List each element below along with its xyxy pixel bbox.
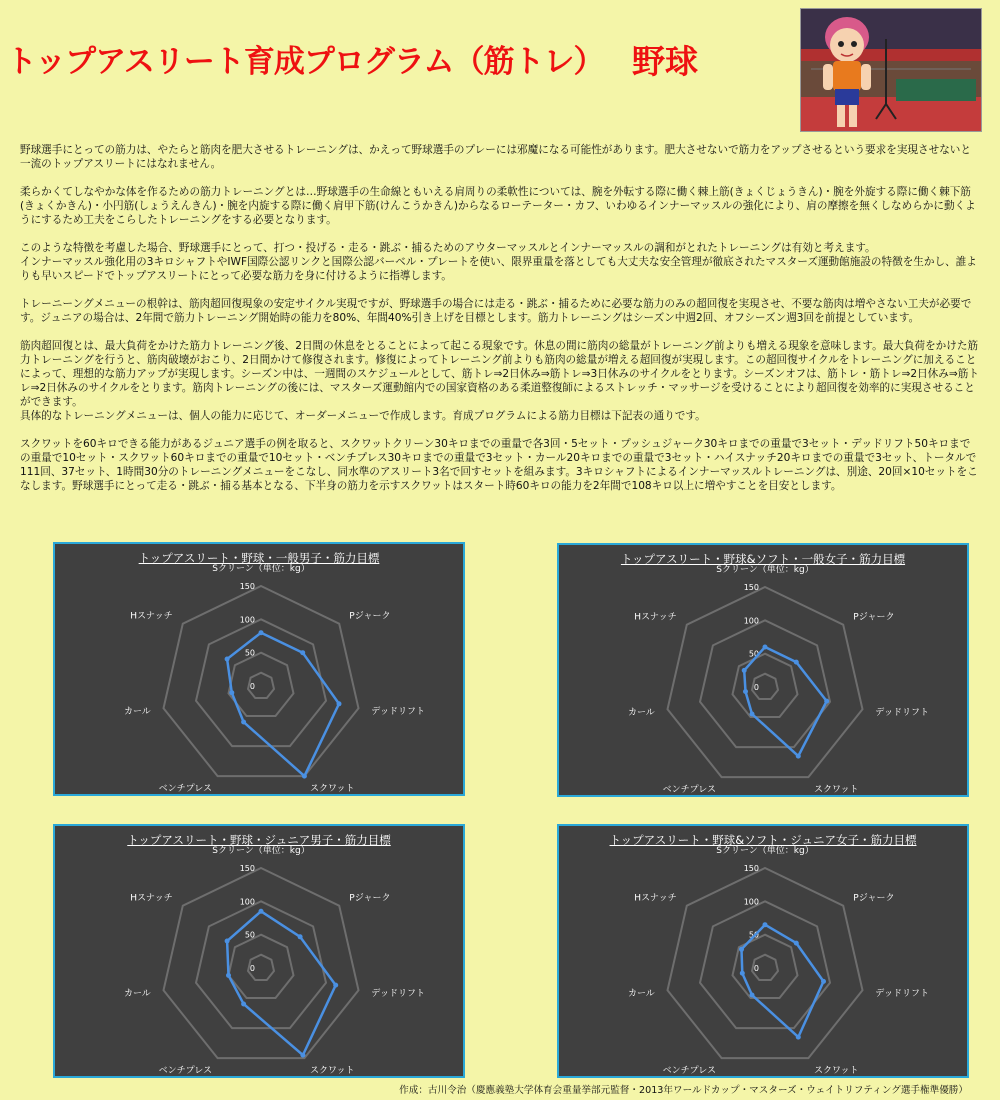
axis-label: ベンチプレス	[662, 784, 716, 795]
axis-label: カール	[123, 707, 151, 718]
tick-label: 150	[743, 864, 759, 873]
tick-label: 50	[244, 648, 255, 658]
grid-ring	[196, 619, 326, 746]
tick-label: 150	[743, 583, 759, 592]
tick-label: 100	[743, 616, 759, 626]
axis-label: デッドリフト	[875, 708, 930, 719]
data-point	[824, 699, 829, 704]
data-point	[740, 971, 745, 976]
axis-label: ベンチプレス	[158, 783, 212, 794]
radar-chart-svg	[559, 545, 971, 799]
data-point	[225, 939, 230, 944]
data-point	[241, 720, 246, 725]
intro-paragraph-3a: このような特徴を考慮した場合、野球選手にとって、打つ・投げる・走る・跳ぶ・捕るためのアウターマッスルとインナーマッスルの調和がとれたトレーニングは有効と考えます。	[20, 242, 876, 254]
chart-title: トップアスリート・野球&ソフト・一般女子・筋力目標	[620, 552, 906, 566]
tick-label: 0	[249, 964, 255, 973]
data-point	[750, 993, 755, 998]
axis-label: カール	[123, 989, 151, 1000]
intro-paragraph-3b: インナーマッスル強化用の3キロシャフトやIWF国際公認リンクと国際公認バーベル・プレートを使い、限界重量を落としても大丈夫な安全管理が徹底されたマスターズ運動館施設の特徴を生かし、誰よりも早いスピードでトップアスリートにとって必要な筋力を身に付けるように指導します。	[20, 256, 977, 282]
chart-general-male	[53, 542, 465, 796]
tick-label: 50	[244, 930, 255, 940]
tick-label: 0	[753, 964, 759, 973]
axis-label: Pジャーク	[349, 611, 391, 622]
tick-label: 150	[239, 582, 255, 591]
tick-label: 0	[249, 682, 255, 691]
grid-ring	[733, 654, 798, 717]
page-title: トップアスリート育成プログラム（筋トレ）	[6, 44, 604, 80]
tick-label: 50	[748, 930, 759, 940]
chart-general-female	[557, 543, 969, 797]
axis-label: Hスナッチ	[634, 893, 677, 904]
tick-label: 100	[239, 615, 255, 625]
axis-label: Pジャーク	[853, 893, 895, 904]
data-point	[796, 1035, 801, 1040]
data-point	[794, 660, 799, 665]
axis-label: ベンチプレス	[158, 1065, 212, 1076]
data-point	[821, 979, 826, 984]
athlete-illustration-drawing	[801, 9, 981, 131]
axis-label: Hスナッチ	[130, 611, 173, 622]
intro-paragraph-5a: 筋肉超回復とは、最大負荷をかけた筋力トレーニング後、2日間の休息をとることによって起こる現象です。休息の間に筋肉の総量がトレーニング前よりも増える現象を意味します。最大負荷をかけた筋力トレーニングを行うと、筋肉破壊がおこり、2日間かけて修復されます。修復によってトレーニング前よりも筋肉の総量が増える超回復が実現します。この超回復サイクルをトレーニングに加えることによって、理想的な筋力アップが実現します。シーズン中は、一週間のスケジュールとして、筋トレ⇒2日休み⇒筋トレ⇒3日休みのサイクルをとります。シーズンオフは、筋トレ・筋トレ⇒2日休み⇒筋トレ⇒2日休みのサイクルをとります。筋肉トレーニングの後には、マスターズ運動館内での国家資格のある柔道整復師によるストレッチ・マッサージを受けることにより超回復を効率的に実現させることができます。	[20, 340, 979, 408]
chart-junior-female	[557, 824, 969, 1078]
data-point	[259, 909, 264, 914]
axis-label: Sクリーン（単位：kg）	[716, 565, 814, 575]
radar-chart-svg	[55, 826, 467, 1080]
grid-ring	[164, 586, 359, 776]
intro-paragraph-1: 野球選手にとっての筋力は、やたらと筋肉を肥大させるトレーニングは、かえって野球選手のプレーには邪魔になる可能性があります。肥大させないで筋力をアップさせるという要求を実現させないと一流のトップアスリートにはなれません。	[20, 144, 971, 170]
chart-title: トップアスリート・野球&ソフト・ジュニア女子・筋力目標	[609, 833, 917, 847]
grid-ring	[668, 868, 863, 1058]
axis-label: スクワット	[814, 784, 859, 795]
data-point	[300, 1053, 305, 1058]
axis-label: Sクリーン（単位：kg）	[716, 846, 814, 856]
header	[0, 0, 1000, 140]
radar-chart-svg	[55, 544, 467, 798]
data-point	[750, 712, 755, 717]
intro-paragraph-2: 柔らかくてしなやかな体を作るための筋力トレーニングとは…野球選手の生命線ともいえる肩周りの柔軟性については、腕を外転する際に働く棘上筋(きょくじょうきん)・腕を外旋する際に働く棘下筋(きょくかきん)・小円筋(しょうえんきん)・腕を内旋する際に働く肩甲下筋(けんこうかきん)からなるローテーター・カフ、いわゆるインナーマッスルの強化により、肩の摩擦を無くしなめらかに動くようにするため工夫をこらしたトレーニングをする必要となります。	[20, 186, 976, 226]
grid-ring	[668, 587, 863, 777]
data-point	[302, 774, 307, 779]
data-point	[743, 689, 748, 694]
data-point	[259, 630, 264, 635]
axis-label: スクワット	[310, 1065, 355, 1076]
data-point	[739, 947, 744, 952]
axis-label: デッドリフト	[875, 989, 930, 1000]
data-point	[225, 657, 230, 662]
data-point	[241, 1002, 246, 1007]
axis-label: Sクリーン（単位：kg）	[212, 564, 310, 574]
intro-paragraph-5b: 具体的なトレーニングメニューは、個人の能力に応じて、オーダーメニューで作成します。育成プログラムによる筋力目標は下記表の通りです。	[20, 410, 706, 422]
axis-label: デッドリフト	[371, 707, 426, 718]
grid-ring	[700, 620, 830, 747]
data-point	[796, 754, 801, 759]
intro-paragraph-6: スクワットを60キロできる能力があるジュニア選手の例を取ると、スクワットクリーン30キロまでの重量で各3回・5セット・プッシュジャーク30キロまでの重量で3セット・デッドリフト50キロまでの重量で10セット・スクワット60キロまでの重量で10セット・ベンチプレス30キロまでの重量で3セット・カール20キロまでの重量で3セット・ハイスナッチ20キロまでの重量で3セット、トータルで111回、37セット、1時間30分のトレーニングメニューをこなし、同水準のアスリート3名で回すセットを組みます。3キロシャフトによるインナーマッスルトレーニングは、別途、20回×10セットをこなします。野球選手にとって走る・跳ぶ・捕る基本となる、下半身の筋力を示すスクワットはスタート時60キロの能力を2年間で108キロ以上に増やすことを目安とします。	[20, 438, 978, 492]
tick-label: 150	[239, 864, 255, 873]
data-point	[742, 668, 747, 673]
data-point	[337, 701, 342, 706]
sport-title: 野球	[632, 42, 698, 81]
grid-ring	[164, 868, 359, 1058]
axis-label: デッドリフト	[371, 989, 426, 1000]
grid-ring	[196, 901, 326, 1028]
series-line	[742, 925, 824, 1037]
axis-label: Pジャーク	[853, 612, 895, 623]
axis-label: Sクリーン（単位：kg）	[212, 846, 310, 856]
chart-title: トップアスリート・野球・ジュニア男子・筋力目標	[127, 833, 391, 847]
tick-label: 50	[748, 649, 759, 659]
radar-chart-svg	[559, 826, 971, 1080]
data-point	[229, 690, 234, 695]
data-point	[763, 922, 768, 927]
data-point	[300, 650, 305, 655]
data-point	[298, 934, 303, 939]
axis-label: スクワット	[310, 783, 355, 794]
series-line	[227, 911, 336, 1055]
chart-junior-male	[53, 824, 465, 1078]
data-point	[794, 941, 799, 946]
athlete-illustration	[800, 8, 982, 132]
tick-label: 100	[743, 897, 759, 907]
axis-label: Hスナッチ	[634, 612, 677, 623]
chart-title: トップアスリート・野球・一般男子・筋力目標	[138, 551, 380, 565]
data-point	[333, 983, 338, 988]
axis-label: スクワット	[814, 1065, 859, 1076]
author-credit: 作成：古川令治（慶應義塾大学体育会重量挙部元監督・2013年ワールドカップ・マスターズ・ウェイトリフティング選手権準優勝）	[399, 1085, 968, 1096]
axis-label: Hスナッチ	[130, 893, 173, 904]
data-point	[763, 645, 768, 650]
grid-ring	[229, 935, 294, 998]
data-point	[226, 973, 231, 978]
intro-paragraph-4: トレーニーングメニューの根幹は、筋肉超回復現象の安定サイクル実現ですが、野球選手の場合には走る・跳ぶ・捕るために必要な筋力のみの超回復を実現させ、不要な筋肉は増やさない工夫が必要です。ジュニアの場合は、2年間で筋力トレーニング開始時の能力を80%、年間40%引き上げを目標とします。筋力トレーニングはシーズン中週2回、オフシーズン週3回を前提としています。	[20, 298, 972, 324]
axis-label: カール	[627, 989, 655, 1000]
axis-label: Pジャーク	[349, 893, 391, 904]
tick-label: 0	[753, 683, 759, 692]
intro-text	[20, 143, 980, 493]
axis-label: カール	[627, 708, 655, 719]
axis-label: ベンチプレス	[662, 1065, 716, 1076]
tick-label: 100	[239, 897, 255, 907]
